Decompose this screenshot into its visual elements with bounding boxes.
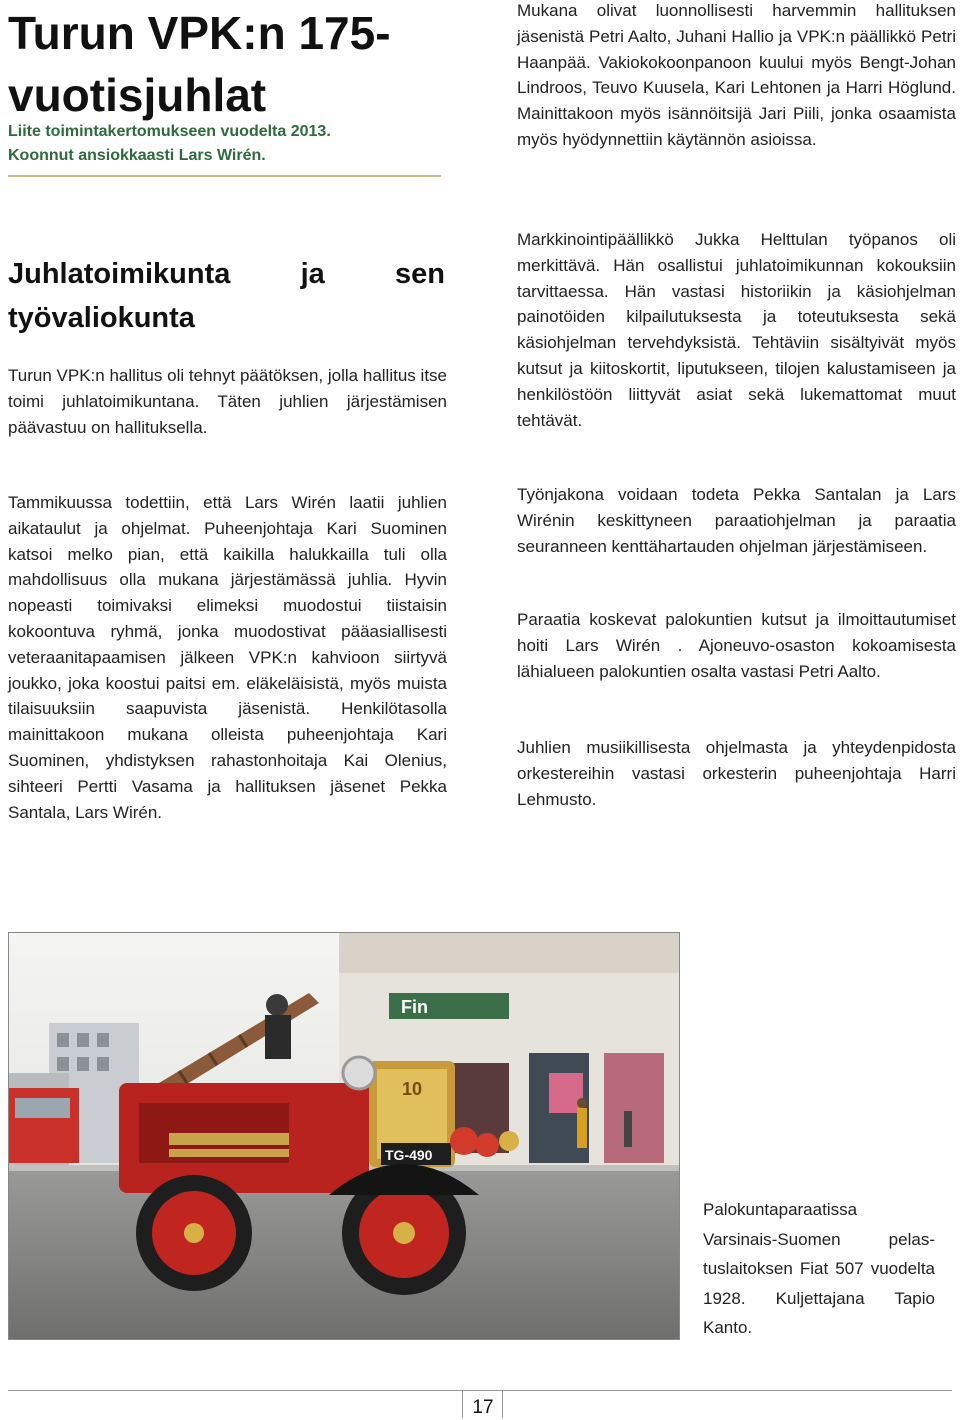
page-number: 17: [472, 1397, 494, 1418]
subtitle-line-2: Koonnut ansiokkaasti Lars Wirén.: [8, 147, 266, 164]
photo-caption: Palokuntaparaatissa Varsinais-Suomen pelastuslaitoksen Fiat 507 vuodelta 1928. Kuljettajana Tapio Kanto.: [703, 1200, 935, 1337]
left-paragraph-2: Tammikuussa todettiin, että Lars Wirén laatii juhlien aikataulut ja ohjelmat. Puheenjohtaja Kari Suominen katsoi melko pian, että kaikilla halukkailla tuli olla mahdollisuus olla mukana järjestämässä juhlia. Hyvin nopeasti toimivaksi elimeksi muodostui tiistaisin kokoontuva ryhmä, jonka muodostivat pääasiallisesti veteraanitapaamisen jälkeen VPK:n kahvioon siirtyvä joukko, joka koostui paitsi em. eläkeläisistä, myös muista tilaisuuksiin saapuvista jäsenistä. Henkilötasolla mainittakoon mukana olleista puheenjohtaja Kari Suominen, yhdistyksen rahastonhoitaja Kai Olenius, sihteeri Pertti Vasama ja hallituksen jäsenet Pekka Santala, Lars Wirén.: [8, 493, 447, 822]
section-heading: Juhlatoimikunta ja sen työvaliokunta: [8, 258, 445, 334]
right-paragraph-4: Paraatia koskevat palokuntien kutsut ja ilmoittautumiset hoiti Lars Wirén . Ajoneuvo-osaston kokoamisesta lähialueen palokuntien osalta vastasi Petri Aalto.: [517, 610, 956, 681]
left-paragraph-1: Turun VPK:n hallitus oli tehnyt päätöksen, jolla hallitus itse toimi juhlatoimikuntana. Täten juhlien järjestämisen päävastuu on hallituksella.: [8, 366, 447, 437]
right-paragraph-3: Työnjakona voidaan todeta Pekka Santalan ja Lars Wirénin keskittyneen paraatiohjelman ja paraatia seuranneen kenttähartauden ohjelman järjestämiseen.: [517, 485, 956, 556]
right-paragraph-2: Markkinointipäällikkö Jukka Helttulan työpanos oli merkittävä. Hän osallistui juhlatoimikunnan kokouksiin tarvittaessa. Hän vastasi historiikin ja käsiohjelman painotöiden kilpailutuksesta ja toteutuksesta sekä käsiohjelman tervehdyksistä. Tehtäviin sisältyivät myös kutsut ja kiitoskortit, liputukseen, tilojen kalustamiseen ja henkilöstöön liittyvät asiat sekä lukemattomat muut tehtävät.: [517, 230, 956, 430]
license-plate: TG-490: [385, 1147, 433, 1163]
right-paragraph-5: Juhlien musiikillisesta ohjelmasta ja yhteydenpidosta orkestereihin vastasi orkesterin puheenjohtaja Harri Lehmusto.: [517, 738, 956, 809]
footer-divider: [8, 1390, 952, 1391]
fire-truck-photo: [8, 932, 680, 1340]
page-title: Turun VPK:n 175-vuotisjuhlat: [8, 7, 391, 121]
subtitle-line-1: Liite toimintakertomukseen vuodelta 2013.: [8, 123, 331, 140]
right-paragraph-1: Mukana olivat luonnollisesti harvemmin hallituksen jäsenistä Petri Aalto, Juhani Hallio ja VPK:n päällikkö Petri Haanpää. Vakiokokoonpanoon kuului myös Bengt-Johan Lindroos, Teuvo Kuusela, Kari Lehtonen ja Harri Höglund. Mainittakoon myös isännöitsijä Jari Piili, jonka osaamista myös hyödynnettiin käytännön asioissa.: [517, 1, 956, 149]
shop-sign-text: Fin: [401, 997, 428, 1017]
page-number-box-left: [462, 1390, 463, 1418]
radiator-number: 10: [402, 1079, 423, 1099]
title-divider: [8, 175, 441, 177]
subtitle: [8, 120, 448, 168]
page-number-box-right: [502, 1390, 503, 1418]
